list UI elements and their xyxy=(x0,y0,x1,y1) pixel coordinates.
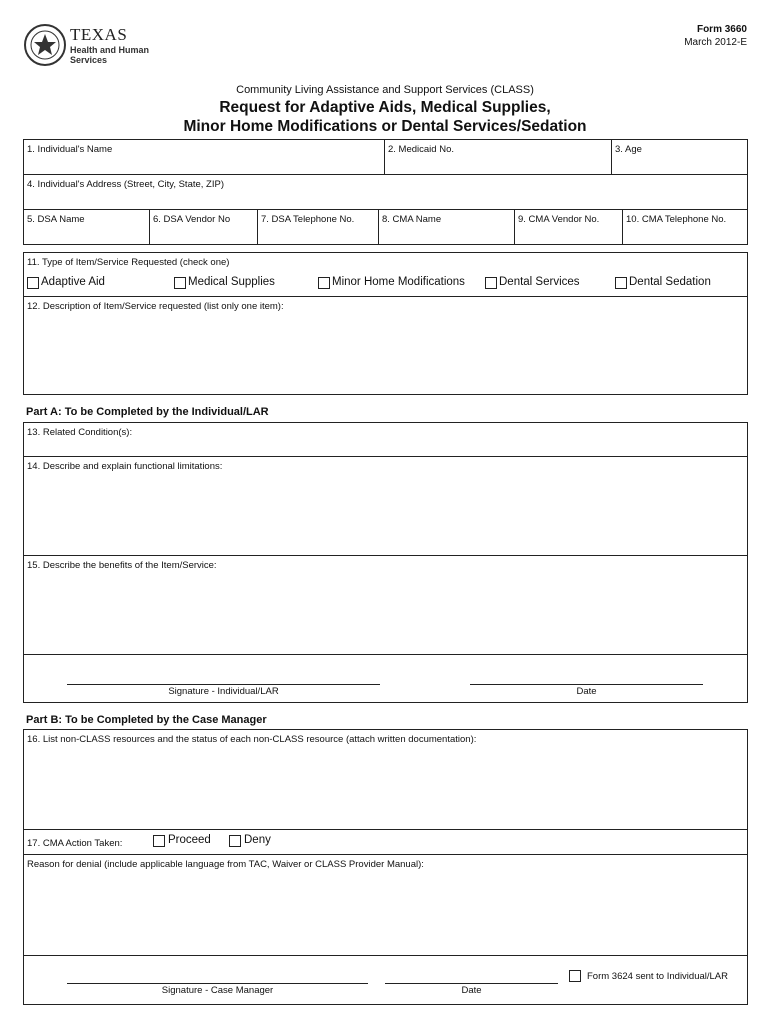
individual-name-field[interactable] xyxy=(23,141,384,174)
proceed-label: Proceed xyxy=(168,834,211,846)
cma-name-field[interactable] xyxy=(378,211,514,245)
dsa-vendor-label: 6. DSA Vendor No xyxy=(153,214,231,225)
case-manager-date-label: Date xyxy=(461,985,482,996)
medicaid-number-label: 2. Medicaid No. xyxy=(388,144,455,155)
page-title xyxy=(0,98,770,136)
item-description-field[interactable] xyxy=(23,298,748,394)
adaptive-aid-label: Adaptive Aid xyxy=(41,276,105,288)
denial-reason-label: Reason for denial (include applicable language from TAC, Waiver or CLASS Provider Manual): xyxy=(27,859,424,870)
benefits-field[interactable] xyxy=(23,557,748,654)
case-manager-date-line[interactable] xyxy=(385,983,558,984)
dsa-name-field[interactable] xyxy=(23,211,149,245)
form-3624-sent-label: Form 3624 sent to Individual/LAR xyxy=(587,971,728,982)
logo-sub-line-1: Health and Human xyxy=(70,45,150,55)
adaptive-aid-checkbox[interactable] xyxy=(27,277,39,289)
individual-name-label: 1. Individual's Name xyxy=(27,144,113,155)
dental-services-label: Dental Services xyxy=(499,276,580,288)
cma-telephone-field[interactable] xyxy=(622,211,748,245)
medicaid-number-field[interactable] xyxy=(384,141,611,174)
medical-supplies-checkbox[interactable] xyxy=(174,277,186,289)
case-manager-signature-label: Signature - Case Manager xyxy=(161,985,274,996)
dental-sedation-label: Dental Sedation xyxy=(629,276,711,288)
age-label: 3. Age xyxy=(615,144,642,155)
individual-date-label: Date xyxy=(576,686,597,697)
minor-home-mods-checkbox[interactable] xyxy=(318,277,330,289)
functional-limitations-field[interactable] xyxy=(23,458,748,555)
form-number: Form 3660 xyxy=(696,24,747,35)
program-name: Community Living Assistance and Support Services (CLASS) xyxy=(236,84,534,96)
cma-telephone-label: 10. CMA Telephone No. xyxy=(626,214,727,225)
related-conditions-label: 13. Related Condition(s): xyxy=(27,427,133,438)
individual-signature-line[interactable] xyxy=(67,684,380,685)
texas-seal-icon xyxy=(23,23,67,67)
address-label: 4. Individual's Address (Street, City, State, ZIP) xyxy=(27,179,224,190)
item-type-label: 11. Type of Item/Service Requested (check one) xyxy=(27,257,230,268)
dental-services-checkbox[interactable] xyxy=(485,277,497,289)
cma-vendor-field[interactable] xyxy=(514,211,622,245)
proceed-checkbox[interactable] xyxy=(153,835,165,847)
related-conditions-field[interactable] xyxy=(23,424,748,456)
cma-vendor-label: 9. CMA Vendor No. xyxy=(518,214,600,225)
logo-sub-line-2: Services xyxy=(70,55,108,65)
dsa-vendor-field[interactable] xyxy=(149,211,257,245)
dsa-telephone-field[interactable] xyxy=(257,211,378,245)
address-field[interactable] xyxy=(23,176,748,209)
functional-limitations-label: 14. Describe and explain functional limitations: xyxy=(27,461,223,472)
title-line-1: Request for Adaptive Aids, Medical Supplies, xyxy=(219,99,551,116)
case-manager-signature-line[interactable] xyxy=(67,983,368,984)
logo-texas-text: TEXAS xyxy=(70,25,128,44)
dsa-telephone-label: 7. DSA Telephone No. xyxy=(261,214,355,225)
form-3624-sent-checkbox[interactable] xyxy=(569,970,581,982)
cma-name-label: 8. CMA Name xyxy=(382,214,442,225)
agency-logo xyxy=(23,23,153,73)
logo-agency-text xyxy=(70,45,149,65)
age-field[interactable] xyxy=(611,141,748,174)
non-class-resources-field[interactable] xyxy=(23,731,748,829)
denial-reason-field[interactable] xyxy=(23,856,748,955)
deny-label: Deny xyxy=(244,834,271,846)
title-line-2: Minor Home Modifications or Dental Services/Sedation xyxy=(183,118,587,135)
part-a-heading: Part A: To be Completed by the Individual/LAR xyxy=(26,406,269,418)
medical-supplies-label: Medical Supplies xyxy=(188,276,275,288)
part-b-heading: Part B: To be Completed by the Case Manager xyxy=(26,714,267,726)
individual-signature-label: Signature - Individual/LAR xyxy=(168,686,279,697)
individual-date-line[interactable] xyxy=(470,684,703,685)
dsa-name-label: 5. DSA Name xyxy=(27,214,85,225)
form-date: March 2012-E xyxy=(684,37,747,48)
deny-checkbox[interactable] xyxy=(229,835,241,847)
dental-sedation-checkbox[interactable] xyxy=(615,277,627,289)
non-class-resources-label: 16. List non-CLASS resources and the status of each non-CLASS resource (attach written documentation): xyxy=(27,734,477,745)
form-identifier xyxy=(684,23,747,49)
minor-home-mods-label: Minor Home Modifications xyxy=(332,276,465,288)
benefits-label: 15. Describe the benefits of the Item/Service: xyxy=(27,560,217,571)
item-description-label: 12. Description of Item/Service requested (list only one item): xyxy=(27,301,284,312)
cma-action-label: 17. CMA Action Taken: xyxy=(27,838,123,849)
